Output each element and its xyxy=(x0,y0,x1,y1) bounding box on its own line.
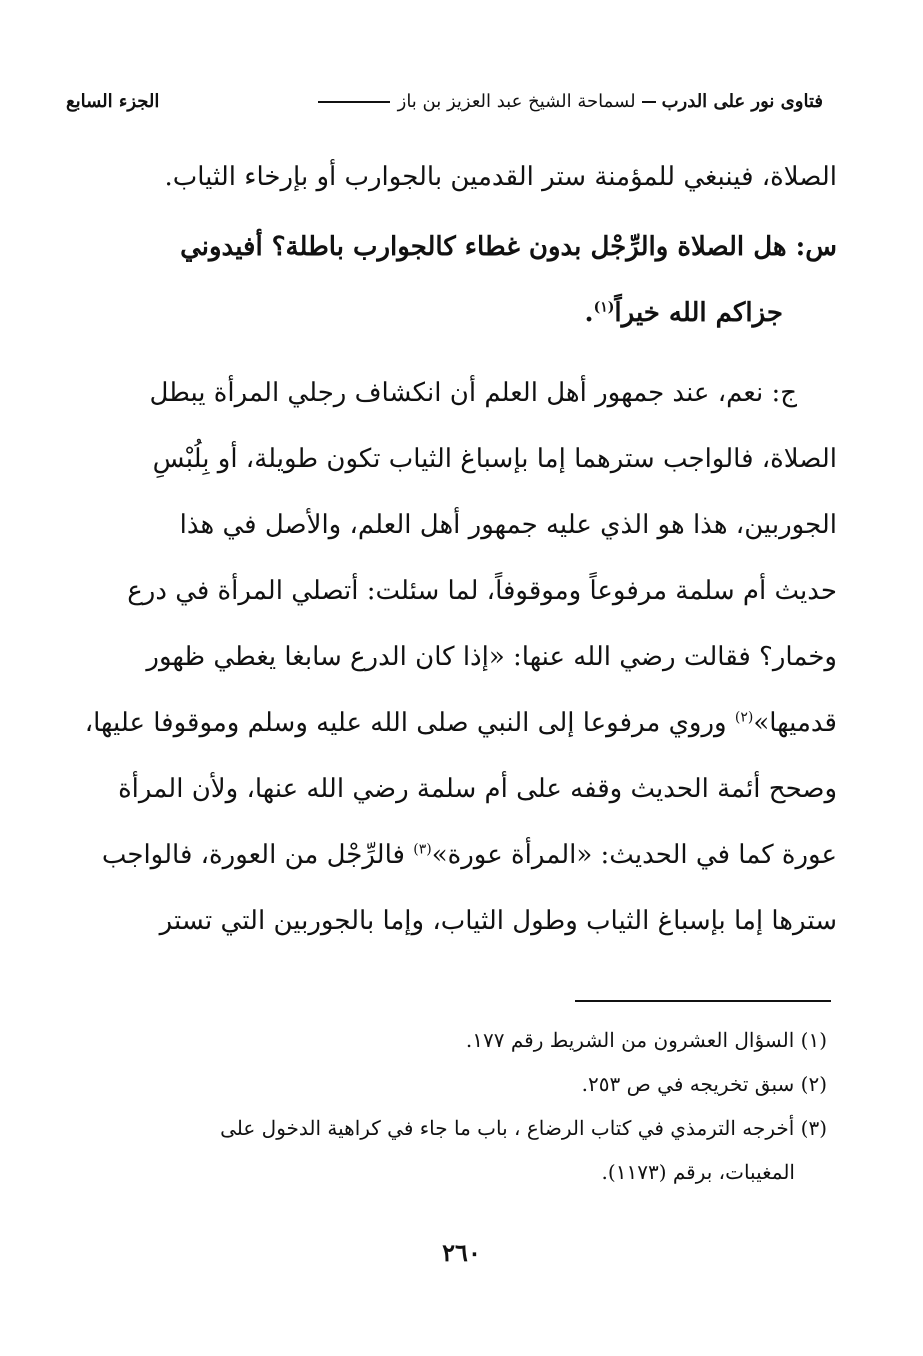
answer-text: فالرِّجْل من العورة، فالواجب xyxy=(101,840,414,870)
running-header-title-group xyxy=(310,84,823,120)
answer-line xyxy=(56,690,837,756)
page-number: ٢٦٠ xyxy=(442,1238,481,1267)
question-paragraph xyxy=(56,214,837,346)
main-text xyxy=(56,150,837,954)
answer-line: وخمار؟ فقالت رضي الله عنها: «إذا كان الدرع سابغا يغطي ظهور xyxy=(146,642,837,672)
series-title: فتاوى نور على الدرب xyxy=(661,91,823,112)
question-line: س: هل الصلاة والرِّجْل بدون غطاء كالجوارب باطلة؟ أفيدوني xyxy=(180,232,837,262)
question-text: جزاكم الله خيراً xyxy=(614,298,783,328)
answer-text: عورة كما في الحديث: «المرأة عورة» xyxy=(431,840,837,870)
answer-line: الصلاة، فالواجب سترهما إما بإسباغ الثياب تكون طويلة، أو بِلُبْسِ xyxy=(152,444,837,474)
footnote-separator xyxy=(575,1000,831,1002)
author-line: لسماحة الشيخ عبد العزيز بن باز xyxy=(397,91,636,112)
footnotes xyxy=(56,1018,827,1194)
answer-line: الجوربين، هذا هو الذي عليه جمهور أهل العلم، والأصل في هذا xyxy=(179,510,837,540)
question-line: جزاكم الله خيراً$^{(١)}$. xyxy=(584,298,783,328)
answer-line: حديث أم سلمة مرفوعاً وموقوفاً، لما سئلت: أتصلي المرأة في درع xyxy=(127,576,837,606)
answer-line: ج: نعم، عند جمهور أهل العلم أن انكشاف رجلي المرأة يبطل xyxy=(149,378,797,408)
header-rule xyxy=(318,101,390,103)
continuation-paragraph xyxy=(56,150,837,204)
answer-text: وروي مرفوعا إلى النبي صلى الله عليه وسلم وموقوفا عليها، xyxy=(84,708,735,738)
footnote-2: (٢) سبق تخريجه في ص ٢٥٣. xyxy=(581,1072,827,1096)
answer-text: قدميها» xyxy=(753,708,837,738)
answer-paragraph xyxy=(56,360,837,954)
footnote-3-text: (٣) أخرجه الترمذي في كتاب الرضاع ، باب ما جاء في كراهية الدخول على xyxy=(220,1116,827,1140)
footnote-marker: (٢) xyxy=(734,709,754,726)
header-dash xyxy=(642,101,656,103)
footnote-marker: (١) xyxy=(593,299,615,316)
footnote-marker: (٣) xyxy=(413,841,432,858)
text-line: الصلاة، فينبغي للمؤمنة ستر القدمين بالجوارب أو بإرخاء الثياب. xyxy=(164,162,837,192)
answer-line: سترها إما بإسباغ الثياب وطول الثياب، وإما بالجوربين التي تستر xyxy=(159,906,837,936)
running-header xyxy=(66,84,823,120)
volume-label: الجزء السابع xyxy=(66,91,160,112)
answer-line: وصحح أئمة الحديث وقفه على أم سلمة رضي الله عنها، ولأن المرأة xyxy=(118,774,837,804)
footnote-3 xyxy=(56,1106,827,1194)
answer-line xyxy=(56,822,837,888)
footnote-3-continuation: المغيبات، برقم (١١٧٣). xyxy=(601,1160,795,1184)
footnote-1: (١) السؤال العشرون من الشريط رقم ١٧٧. xyxy=(465,1028,827,1052)
